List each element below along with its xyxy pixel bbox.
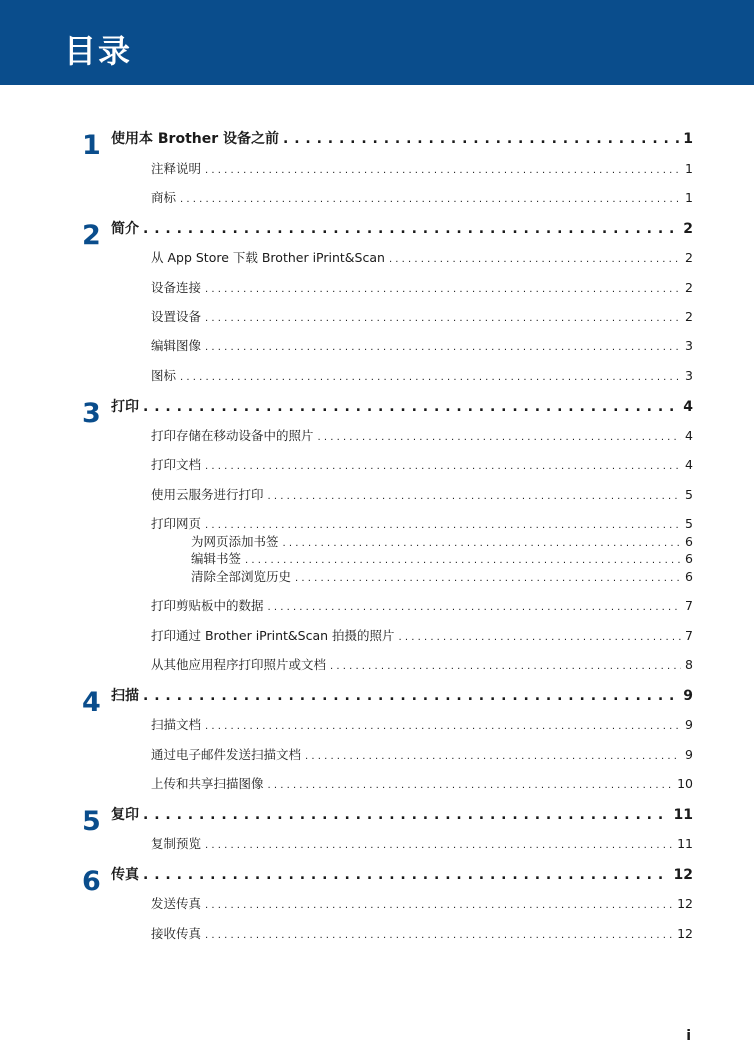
chapter-number: 6 (82, 866, 101, 897)
toc-entry-title: 打印剪贴板中的数据 (151, 598, 264, 613)
header-bar (0, 0, 754, 85)
toc-entry-page: 5 (685, 487, 693, 502)
toc-entry-title: 接收传真 (151, 926, 202, 941)
toc-entry[interactable] (151, 514, 693, 532)
toc-entry-chapter-3[interactable] (111, 396, 693, 416)
toc-entry-title: 编辑书签 (191, 551, 242, 566)
toc-entry[interactable] (151, 307, 693, 325)
toc-entry[interactable] (151, 894, 693, 912)
toc-entry-page: 2 (685, 280, 693, 295)
leader-dots (268, 491, 682, 502)
toc-entry-title: 复印 (111, 807, 139, 823)
toc-entry-title: 上传和共享扫描图像 (151, 776, 264, 791)
leader-dots (180, 194, 681, 205)
toc-entry-page: 8 (685, 657, 693, 672)
toc-entry[interactable] (151, 774, 693, 792)
toc-entry[interactable] (151, 248, 693, 266)
toc-entry-page: 1 (685, 190, 693, 205)
leader-dots (205, 284, 681, 295)
toc-entry-title: 使用本 Brother 设备之前 (111, 131, 279, 147)
leader-dots (205, 900, 673, 911)
leader-dots (295, 573, 681, 584)
leader-dots (205, 520, 681, 531)
toc-entry[interactable] (151, 655, 693, 673)
toc-entry-page: 11 (673, 807, 693, 823)
toc-entry[interactable] (151, 834, 693, 852)
toc-entry-title: 打印文档 (151, 457, 202, 472)
toc-entry-title: 注释说明 (151, 161, 202, 176)
leader-dots (143, 807, 670, 823)
toc-entry-page: 2 (685, 250, 693, 265)
toc-entry-page: 9 (683, 688, 693, 704)
toc-entry-page: 7 (685, 598, 693, 613)
toc-entry[interactable] (151, 745, 693, 763)
toc-entry-page: 10 (677, 776, 693, 791)
toc-entry[interactable] (151, 426, 693, 444)
toc-entry[interactable] (151, 715, 693, 733)
toc-entry[interactable] (151, 626, 693, 644)
toc-subentry[interactable] (191, 567, 693, 585)
toc-entry-page: 4 (683, 399, 693, 415)
toc-entry-title: 发送传真 (151, 896, 202, 911)
toc-subentry[interactable] (191, 549, 693, 567)
leader-dots (205, 930, 673, 941)
leader-dots (268, 602, 682, 613)
toc-entry-page: 12 (677, 926, 693, 941)
toc-entry-page: 9 (685, 747, 693, 762)
leader-dots (205, 165, 681, 176)
leader-dots (180, 372, 681, 383)
toc-entry-title: 商标 (151, 190, 177, 205)
toc-entry[interactable] (151, 485, 693, 503)
toc-entry[interactable] (151, 455, 693, 473)
toc-entry-chapter-2[interactable] (111, 218, 693, 238)
toc-entry-page: 6 (685, 551, 693, 566)
leader-dots (205, 840, 673, 851)
leader-dots (318, 432, 682, 443)
toc-entry-title: 打印存储在移动设备中的照片 (151, 428, 314, 443)
toc-entry-page: 5 (685, 516, 693, 531)
toc-entry[interactable] (151, 366, 693, 384)
toc-entry[interactable] (151, 159, 693, 177)
chapter-number: 4 (82, 687, 101, 718)
leader-dots (283, 131, 679, 147)
leader-dots (143, 688, 679, 704)
toc-entry-page: 2 (683, 221, 693, 237)
toc-entry-title: 图标 (151, 368, 177, 383)
toc-entry-title: 扫描 (111, 688, 139, 704)
toc-entry-page: 6 (685, 569, 693, 584)
leader-dots (283, 538, 682, 549)
toc-entry-page: 11 (677, 836, 693, 851)
toc-entry-chapter-5[interactable] (111, 804, 693, 824)
toc-entry[interactable] (151, 188, 693, 206)
toc-entry-chapter-4[interactable] (111, 685, 693, 705)
chapter-number: 5 (82, 806, 101, 837)
leader-dots (268, 780, 674, 791)
toc-entry[interactable] (151, 336, 693, 354)
leader-dots (205, 461, 681, 472)
toc-entry-chapter-1[interactable] (111, 128, 693, 148)
page-title: 目录 (64, 32, 133, 70)
toc-entry-page: 2 (685, 309, 693, 324)
toc-entry-page: 4 (685, 428, 693, 443)
toc-entry-title: 打印通过 Brother iPrint&Scan 拍摄的照片 (151, 628, 395, 643)
toc-entry-title: 扫描文档 (151, 717, 202, 732)
leader-dots (143, 399, 679, 415)
toc-entry-page: 7 (685, 628, 693, 643)
toc-entry-page: 4 (685, 457, 693, 472)
toc-entry-page: 1 (685, 161, 693, 176)
toc-entry-title: 清除全部浏览历史 (191, 569, 292, 584)
toc-entry-page: 3 (685, 338, 693, 353)
toc-entry-title: 设备连接 (151, 280, 202, 295)
toc-entry[interactable] (151, 278, 693, 296)
leader-dots (245, 555, 681, 566)
toc-entry-title: 打印 (111, 399, 139, 415)
leader-dots (305, 751, 681, 762)
leader-dots (205, 313, 681, 324)
toc-entry-title: 设置设备 (151, 309, 202, 324)
toc-subentry[interactable] (191, 532, 693, 550)
leader-dots (389, 254, 681, 265)
chapter-number: 3 (82, 398, 101, 429)
toc-entry-page: 3 (685, 368, 693, 383)
toc-entry-chapter-6[interactable] (111, 864, 693, 884)
chapter-number: 2 (82, 220, 101, 251)
toc-entry-page: 12 (673, 867, 693, 883)
toc-entry-page: 9 (685, 717, 693, 732)
page-number: i (686, 1028, 691, 1044)
toc-entry-title: 打印网页 (151, 516, 202, 531)
leader-dots (330, 661, 681, 672)
toc-entry[interactable] (151, 924, 693, 942)
toc-entry-title: 使用云服务进行打印 (151, 487, 264, 502)
toc-entry-title: 通过电子邮件发送扫描文档 (151, 747, 302, 762)
toc-entry-page: 1 (683, 131, 693, 147)
toc-entry-title: 传真 (111, 867, 139, 883)
toc-entry-title: 为网页添加书签 (191, 534, 279, 549)
leader-dots (205, 342, 681, 353)
toc-entry-page: 6 (685, 534, 693, 549)
chapter-number: 1 (82, 130, 101, 161)
leader-dots (143, 867, 670, 883)
toc-entry-title: 简介 (111, 221, 139, 237)
leader-dots (143, 221, 679, 237)
toc-entry[interactable] (151, 596, 693, 614)
leader-dots (399, 632, 682, 643)
toc-entry-title: 从其他应用程序打印照片或文档 (151, 657, 327, 672)
toc-entry-page: 12 (677, 896, 693, 911)
leader-dots (205, 721, 681, 732)
toc-entry-title: 编辑图像 (151, 338, 202, 353)
toc-entry-title: 复制预览 (151, 836, 202, 851)
toc-entry-title: 从 App Store 下载 Brother iPrint&Scan (151, 250, 385, 265)
